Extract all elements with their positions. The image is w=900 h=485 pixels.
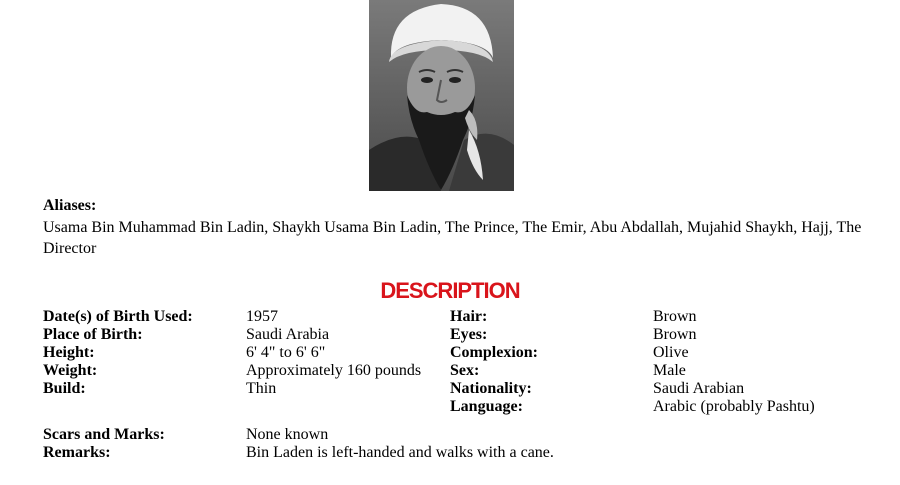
label-complexion: Complexion: xyxy=(450,344,538,361)
label-sex: Sex: xyxy=(450,362,480,379)
label-scars-and-marks: Scars and Marks: xyxy=(43,426,165,443)
label-language: Language: xyxy=(450,398,523,415)
aliases-text: Usama Bin Muhammad Bin Ladin, Shaykh Usama Bin Ladin, The Prince, The Emir, Abu Abdallah, Mujahid Shaykh, Hajj, The Director xyxy=(43,219,862,257)
label-build: Build: xyxy=(43,380,86,397)
value-language: Arabic (probably Pashtu) xyxy=(653,398,815,415)
value-remarks: Bin Laden is left-handed and walks with a cane. xyxy=(246,444,554,461)
portrait-illustration xyxy=(369,0,514,191)
value-place-of-birth: Saudi Arabia xyxy=(246,326,330,343)
label-dob: Date(s) of Birth Used: xyxy=(43,308,193,325)
description-heading: DESCRIPTION xyxy=(380,278,520,303)
label-eyes: Eyes: xyxy=(450,326,488,343)
label-height: Height: xyxy=(43,344,95,361)
value-weight: Approximately 160 pounds xyxy=(246,362,422,379)
label-place-of-birth: Place of Birth: xyxy=(43,326,143,343)
label-hair: Hair: xyxy=(450,308,488,325)
value-eyes: Brown xyxy=(653,326,697,343)
value-height: 6' 4" to 6' 6" xyxy=(246,344,326,361)
aliases-label: Aliases: xyxy=(43,197,97,214)
value-sex: Male xyxy=(653,362,686,379)
label-weight: Weight: xyxy=(43,362,98,379)
value-scars-and-marks: None known xyxy=(246,426,329,443)
value-dob: 1957 xyxy=(246,308,278,325)
value-nationality: Saudi Arabian xyxy=(653,380,745,397)
label-remarks: Remarks: xyxy=(43,444,111,461)
label-nationality: Nationality: xyxy=(450,380,532,397)
value-complexion: Olive xyxy=(653,344,689,361)
value-build: Thin xyxy=(246,380,277,397)
portrait-photo xyxy=(369,0,514,191)
value-hair: Brown xyxy=(653,308,697,325)
